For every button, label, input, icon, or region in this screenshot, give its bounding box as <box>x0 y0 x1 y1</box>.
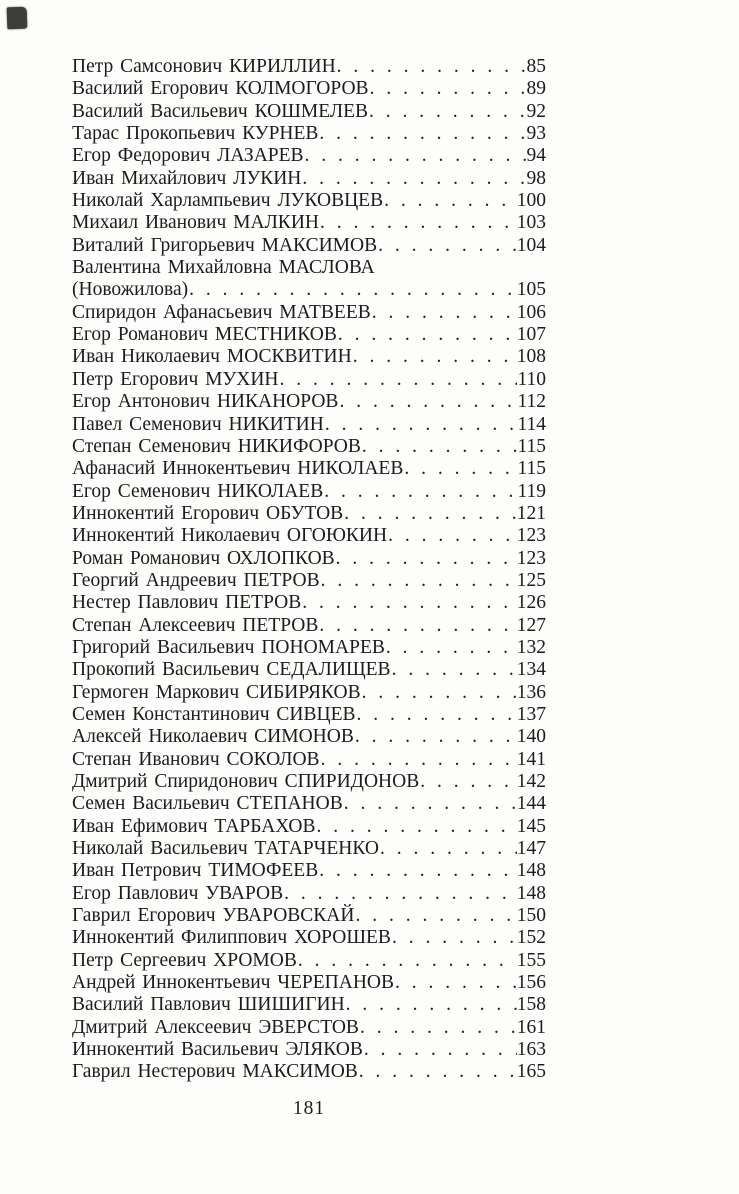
page-ref: 106 <box>516 301 546 323</box>
page-ref: 165 <box>516 1061 546 1083</box>
toc-entry <box>72 324 546 346</box>
dot-leader <box>364 1039 517 1061</box>
toc-entry <box>72 570 546 592</box>
dot-leader <box>380 838 517 860</box>
toc-entry <box>72 212 546 234</box>
toc-entry <box>72 503 546 525</box>
toc-entry <box>72 637 546 659</box>
dot-leader <box>325 414 518 436</box>
toc-entry <box>72 369 546 391</box>
page-ref: 155 <box>516 949 546 971</box>
page-ref: 136 <box>516 681 546 703</box>
person-name: Степан Иванович СОКОЛОВ <box>72 748 320 770</box>
person-name: Андрей Иннокентьевич ЧЕРЕПАНОВ <box>72 972 395 994</box>
dot-leader <box>319 615 516 637</box>
toc-entry <box>72 615 546 637</box>
page-ref: 108 <box>516 346 546 368</box>
dot-leader <box>392 659 517 681</box>
person-name: Тарас Прокопьевич КУРНЕВ <box>72 123 319 145</box>
dot-leader <box>372 302 517 324</box>
dot-leader <box>302 168 526 190</box>
person-name: Георгий Андреевич ПЕТРОВ <box>72 569 320 591</box>
toc-entry <box>72 436 546 458</box>
page-ref: 148 <box>516 882 546 904</box>
page-ref: 98 <box>526 167 546 189</box>
person-name: Петр Егорович МУХИН <box>72 368 279 390</box>
person-name: Григорий Васильевич ПОНОМАРЕВ <box>72 636 385 658</box>
page-ref: 107 <box>516 324 546 346</box>
page-ref: 112 <box>517 391 546 413</box>
toc-entry <box>72 548 546 570</box>
page-ref: 141 <box>516 748 546 770</box>
toc-entry <box>72 257 546 279</box>
dot-leader <box>370 78 527 100</box>
dot-leader <box>344 503 517 525</box>
dot-leader <box>319 860 517 882</box>
toc-entry <box>72 458 546 480</box>
dot-leader <box>321 749 517 771</box>
person-name: Роман Романович ОХЛОПКОВ <box>72 547 335 569</box>
page-ref: 103 <box>516 212 546 234</box>
dot-leader <box>321 570 517 592</box>
person-name: Василий Васильевич КОШМЕЛЕВ <box>72 100 368 122</box>
person-name: Егор Семенович НИКОЛАЕВ <box>72 480 324 502</box>
page-ref: 150 <box>516 905 546 927</box>
toc-entry <box>72 972 546 994</box>
person-name: Егор Федорович ЛАЗАРЕВ <box>72 145 304 167</box>
dot-leader <box>280 369 518 391</box>
page-ref: 137 <box>516 703 546 725</box>
toc-entry <box>72 994 546 1016</box>
person-name: Иннокентий Егорович ОБУТОВ <box>72 502 344 524</box>
person-name: Семен Васильевич СТЕПАНОВ <box>72 793 343 815</box>
dot-leader <box>395 972 517 994</box>
dot-leader <box>359 1061 517 1083</box>
toc-entry <box>72 726 546 748</box>
toc-entry <box>72 302 546 324</box>
toc-entry <box>72 123 546 145</box>
dot-leader <box>189 279 517 301</box>
person-name: Нестер Павлович ПЕТРОВ <box>72 592 302 614</box>
toc-entry <box>72 78 546 100</box>
person-name: Гермоген Маркович СИБИРЯКОВ <box>72 681 361 703</box>
person-name: Иннокентий Николаевич ОГОЮКИН <box>72 525 388 547</box>
toc-entry <box>72 101 546 123</box>
page-ref: 92 <box>526 100 546 122</box>
person-name: Егор Антонович НИКАНОРОВ <box>72 391 339 413</box>
person-name: Спиридон Афанасьевич МАТВЕЕВ <box>72 301 371 323</box>
page-ref: 144 <box>516 793 546 815</box>
page-ref: 140 <box>516 726 546 748</box>
toc-entry <box>72 414 546 436</box>
dot-leader <box>384 190 517 212</box>
toc-entry <box>72 883 546 905</box>
person-name: Василий Егорович КОЛМОГОРОВ <box>72 78 369 100</box>
person-name-wrap: (Новожилова) <box>72 279 189 301</box>
dot-leader <box>320 212 517 234</box>
dot-leader <box>305 145 527 167</box>
toc-entry <box>72 749 546 771</box>
page-ref: 85 <box>526 56 546 77</box>
person-name: Степан Алексеевич ПЕТРОВ <box>72 614 319 636</box>
dot-leader <box>284 883 517 905</box>
toc-entry <box>72 950 546 972</box>
person-name: Иван Михайлович ЛУКИН <box>72 167 302 189</box>
page-ref: 114 <box>517 413 546 435</box>
toc-entry <box>72 1039 546 1061</box>
page-ref: 94 <box>526 145 546 167</box>
toc-entry <box>72 860 546 882</box>
dot-leader <box>324 481 517 503</box>
dot-leader <box>369 101 527 123</box>
dot-leader <box>362 682 517 704</box>
page-ref: 115 <box>517 458 546 480</box>
toc-entry <box>72 1061 546 1083</box>
dot-leader <box>392 927 517 949</box>
person-name: Виталий Григорьевич МАКСИМОВ <box>72 234 378 256</box>
page-ref: 115 <box>517 435 546 457</box>
page-ref: 163 <box>516 1039 546 1061</box>
dot-leader <box>302 592 517 614</box>
page-ref: 93 <box>526 123 546 145</box>
page-ref: 127 <box>516 614 546 636</box>
dot-leader <box>362 436 518 458</box>
person-name: Иван Николаевич МОСКВИТИН <box>72 346 352 368</box>
toc-entry <box>72 927 546 949</box>
page-number: 181 <box>292 1098 326 1119</box>
page-ref: 147 <box>516 838 546 860</box>
dot-leader <box>360 1017 517 1039</box>
page-ref: 119 <box>517 480 546 502</box>
person-name: Афанасий Иннокентьевич НИКОЛАЕВ <box>72 458 404 480</box>
person-name: Егор Павлович УВАРОВ <box>72 882 284 904</box>
dot-leader <box>355 905 516 927</box>
person-name: Прокопий Васильевич СЕДАЛИЩЕВ <box>72 659 391 681</box>
dot-leader <box>344 793 517 815</box>
toc-entry <box>72 346 546 368</box>
toc-entry <box>72 56 546 78</box>
page-ref: 105 <box>516 279 546 301</box>
person-name: Павел Семенович НИКИТИН <box>72 413 324 435</box>
dot-leader <box>404 458 517 480</box>
dot-leader <box>339 391 517 413</box>
toc-entry <box>72 592 546 614</box>
person-name: Николай Харлампьевич ЛУКОВЦЕВ <box>72 190 384 212</box>
dot-leader <box>388 525 517 547</box>
person-name: Николай Васильевич ТАТАРЧЕНКО <box>72 838 379 860</box>
toc-entry <box>72 168 546 190</box>
toc-entry <box>72 145 546 167</box>
dot-leader <box>336 548 517 570</box>
page-ref: 126 <box>516 592 546 614</box>
dot-leader <box>355 726 517 748</box>
person-name: Иван Петрович ТИМОФЕЕВ <box>72 860 319 882</box>
page-ref: 125 <box>516 569 546 591</box>
page-ref: 123 <box>516 525 546 547</box>
toc-entry <box>72 659 546 681</box>
page-ref: 148 <box>516 860 546 882</box>
person-name: Егор Романович МЕСТНИКОВ <box>72 324 337 346</box>
page-ref: 142 <box>516 771 546 792</box>
dot-leader <box>386 637 517 659</box>
page-ref: 152 <box>516 927 546 949</box>
page-ref: 121 <box>516 502 546 524</box>
page-ref: 89 <box>526 78 546 100</box>
page-ref: 132 <box>516 636 546 658</box>
page-ref: 156 <box>516 972 546 994</box>
page-ref: 161 <box>516 1016 546 1038</box>
toc-entry <box>72 481 546 503</box>
toc-entry <box>72 190 546 212</box>
person-name: Алексей Николаевич СИМОНОВ <box>72 726 354 748</box>
dot-leader <box>353 346 517 368</box>
person-name: Петр Сергеевич ХРОМОВ <box>72 949 297 971</box>
page-ref: 110 <box>517 368 546 390</box>
toc-entry <box>72 235 546 257</box>
person-name: Семен Константинович СИВЦЕВ <box>72 703 356 725</box>
person-name: Дмитрий Алексеевич ЭВЕРСТОВ <box>72 1016 359 1038</box>
dot-leader <box>319 123 526 145</box>
page-ref: 158 <box>516 994 546 1016</box>
page-ref: 104 <box>516 234 546 256</box>
person-name: Гаврил Егорович УВАРОВСКАЙ <box>72 905 355 927</box>
dot-leader <box>420 771 517 793</box>
toc-entry <box>72 682 546 704</box>
toc-entry <box>72 704 546 726</box>
page-ref: 100 <box>516 190 546 212</box>
toc-entry <box>72 1017 546 1039</box>
toc-entry-wrap <box>72 279 546 301</box>
toc-entry <box>72 525 546 547</box>
page-ref: 123 <box>516 547 546 569</box>
toc-entry <box>72 391 546 413</box>
person-name: Петр Самсонович КИРИЛЛИН <box>72 56 336 77</box>
person-name: Михаил Иванович МАЛКИН <box>72 212 319 234</box>
page-ref: 134 <box>516 659 546 681</box>
person-name: Иван Ефимович ТАРБАХОВ <box>72 815 316 837</box>
dot-leader <box>316 816 516 838</box>
person-name: Дмитрий Спиридонович СПИРИДОНОВ <box>72 771 420 792</box>
dot-leader <box>337 56 527 78</box>
dot-leader <box>338 324 517 346</box>
person-name: Иннокентий Филиппович ХОРОШЕВ <box>72 927 391 949</box>
dot-leader <box>298 950 517 972</box>
page-ref: 145 <box>516 815 546 837</box>
toc-entry <box>72 838 546 860</box>
toc-entry <box>72 816 546 838</box>
index-of-names <box>72 56 546 1084</box>
person-name: Василий Павлович ШИШИГИН <box>72 994 345 1016</box>
dot-leader <box>378 235 517 257</box>
toc-entry <box>72 905 546 927</box>
dot-leader <box>346 994 517 1016</box>
person-name: Иннокентий Васильевич ЭЛЯКОВ <box>72 1039 363 1061</box>
scan-artifact-mark <box>7 7 28 30</box>
toc-entry <box>72 771 546 793</box>
person-name: Гаврил Нестерович МАКСИМОВ <box>72 1061 358 1083</box>
dot-leader <box>357 704 517 726</box>
toc-entry <box>72 793 546 815</box>
person-name: Степан Семенович НИКИФОРОВ <box>72 435 361 457</box>
person-name: Валентина Михайловна МАСЛОВА <box>72 257 375 279</box>
